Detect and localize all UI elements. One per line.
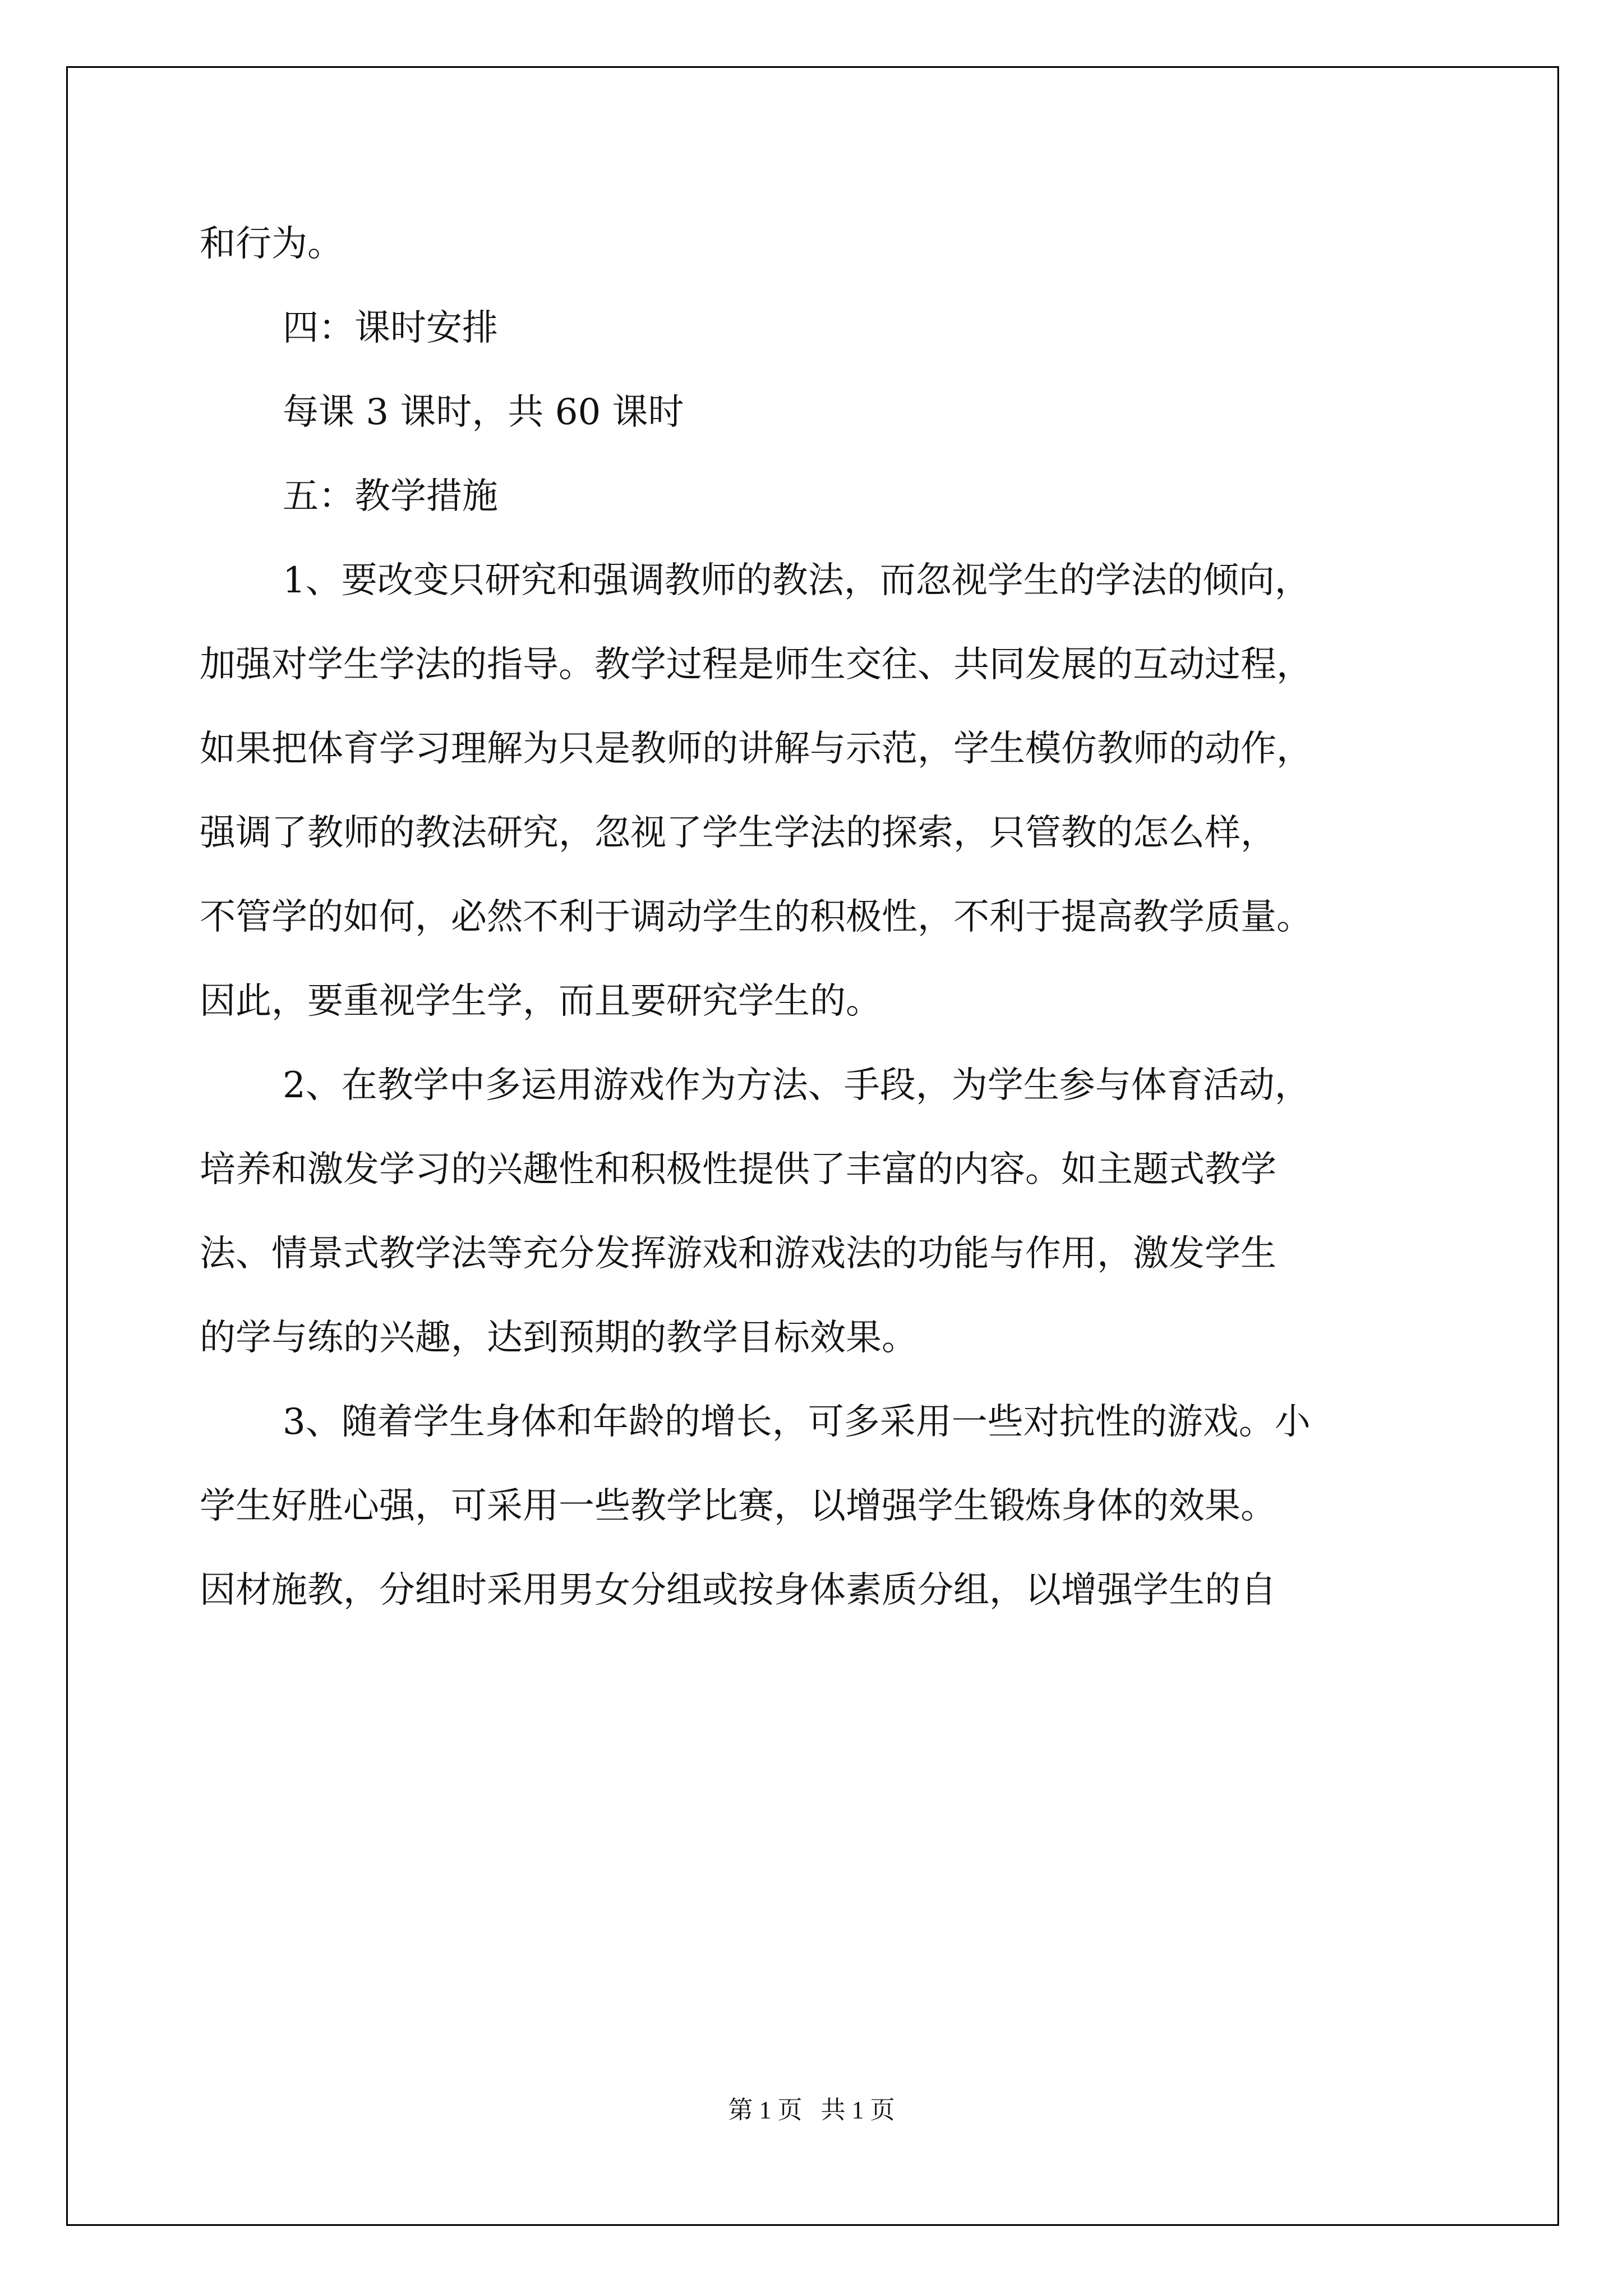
- page-number-footer: 第 1 页 共 1 页: [728, 2096, 895, 2124]
- text-line: 的学与练的兴趣，达到预期的教学目标效果。: [200, 1317, 917, 1359]
- document-body: [200, 202, 1433, 1632]
- text-line: 每课 3 课时，共 60 课时: [283, 392, 684, 433]
- text-line: 加强对学生学法的指导。教学过程是师生交往、共同发展的互动过程，: [200, 644, 1312, 685]
- text-line: 因材施教，分组时采用男女分组或按身体素质分组，以增强学生的自: [200, 1570, 1276, 1611]
- text-line: 1、要改变只研究和强调教师的教法，而忽视学生的学法的倾向，: [283, 560, 1311, 601]
- text-line: 因此，要重视学生学，而且要研究学生的。: [200, 981, 882, 1022]
- text-line: 和行为。: [200, 223, 343, 265]
- text-line: 培养和激发学习的兴趣性和积极性提供了丰富的内容。如主题式教学: [200, 1149, 1276, 1190]
- section-heading-schedule: 四：课时安排: [283, 307, 498, 349]
- text-line: 2、在教学中多运用游戏作为方法、手段，为学生参与体育活动，: [283, 1065, 1311, 1106]
- text-line: 如果把体育学习理解为只是教师的讲解与示范，学生模仿教师的动作，: [200, 728, 1312, 770]
- text-line: 不管学的如何，必然不利于调动学生的积极性，不利于提高教学质量。: [200, 896, 1312, 938]
- text-line: 强调了教师的教法研究，忽视了学生学法的探索，只管教的怎么样，: [200, 812, 1276, 854]
- text-line: 法、情景式教学法等充分发挥游戏和游戏法的功能与作用，激发学生: [200, 1233, 1276, 1274]
- section-heading-measures: 五：教学措施: [283, 476, 498, 517]
- text-line: 学生好胜心强，可采用一些教学比赛，以增强学生锻炼身体的效果。: [200, 1485, 1276, 1527]
- text-line: 3、随着学生身体和年龄的增长，可多采用一些对抗性的游戏。小: [283, 1401, 1311, 1443]
